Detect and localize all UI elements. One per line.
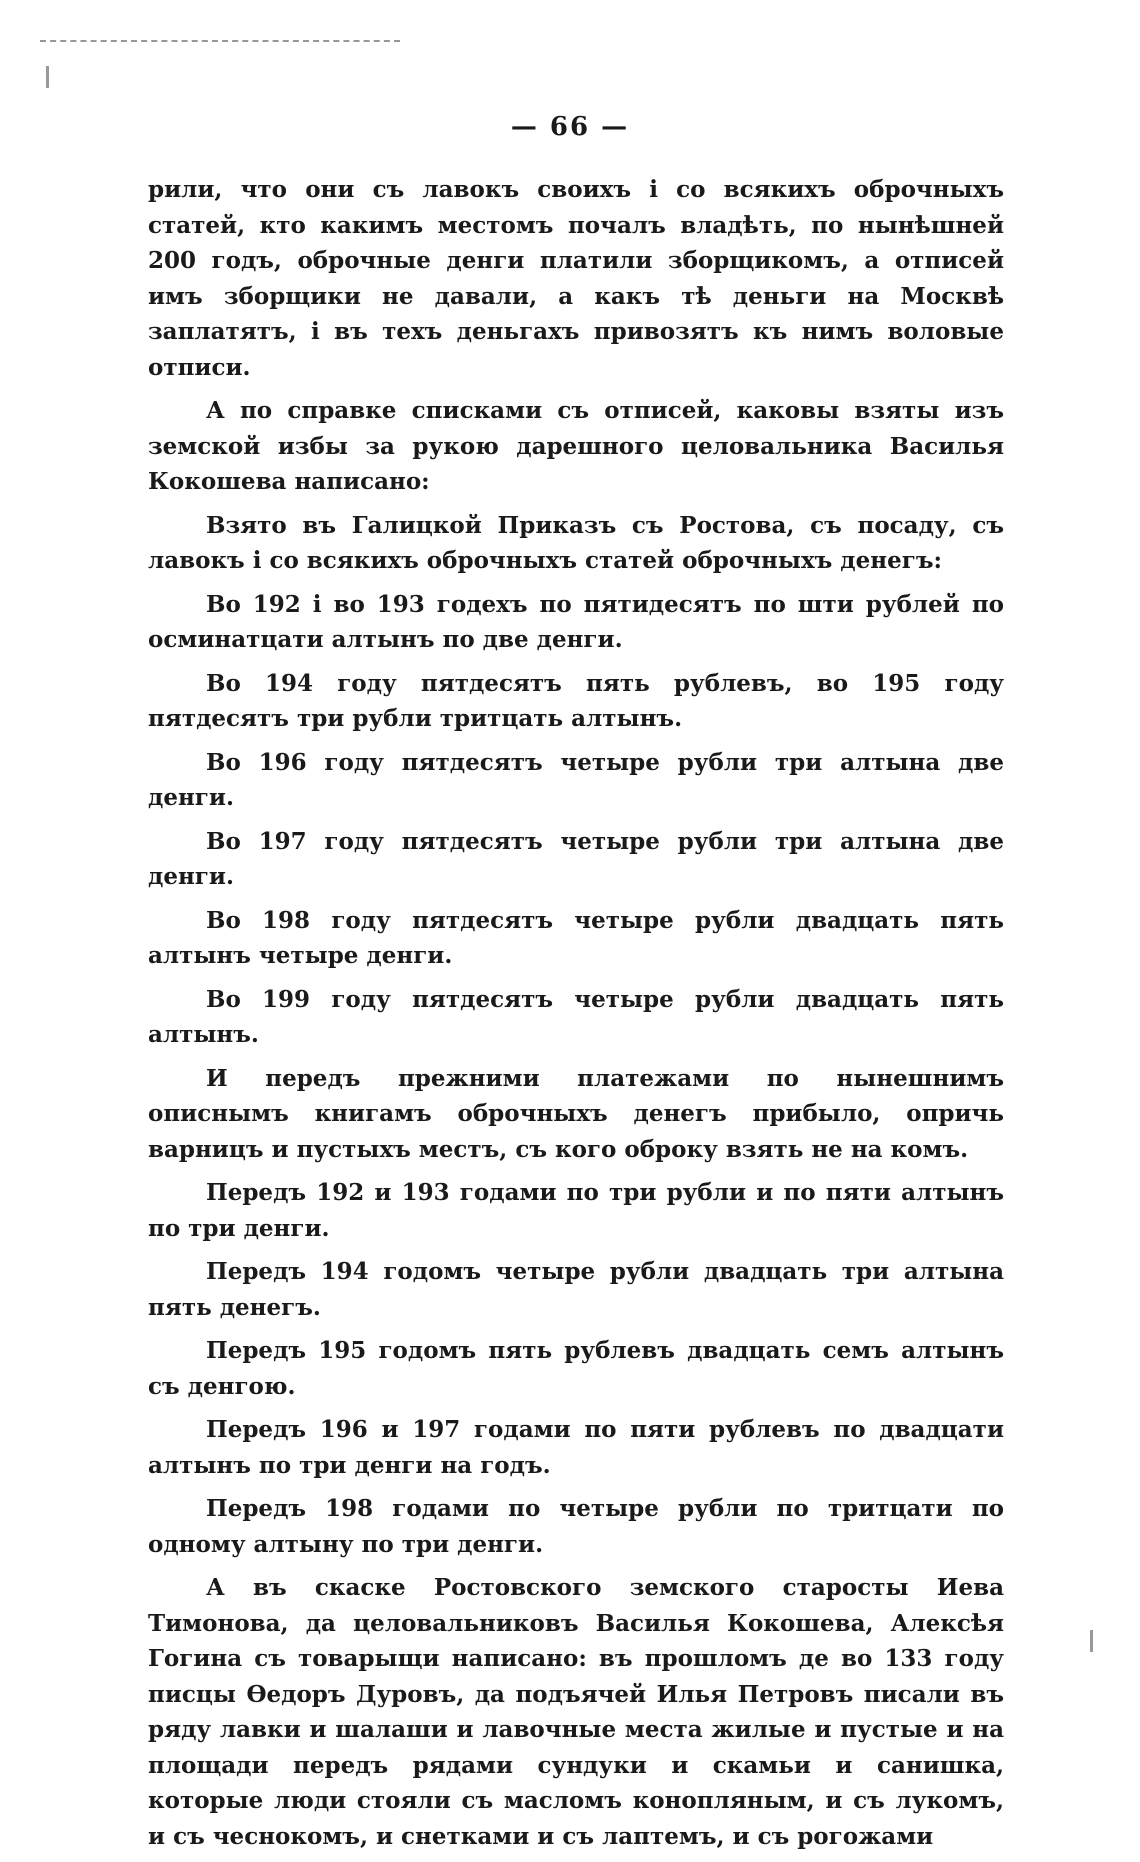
scan-edge-mark: [1090, 1630, 1093, 1652]
paragraph: Передъ 194 годомъ четыре рубли двадцать три алтына пять денегъ.: [148, 1258, 1004, 1321]
paragraph: Во 197 году пятдесятъ четыре рубли три алтына две денги.: [148, 827, 1004, 890]
paragraph: А въ скаске Ростовского земского старосты Иева Тимонова, да целовальниковъ Василья Кокошева, Алексѣя Гогина съ товарыщи написано: въ прошломъ де во 133 году писцы Ѳедоръ Дуровъ, да подъячей Илья Петровъ писали въ ряду лавки и шалаши и лавочные места жилые и пустые и на площади передъ рядами сундуки и скамьи и санишка, которые люди стояли съ масломъ конопляным, и съ лукомъ, и съ чеснокомъ, и снетками и съ лаптемъ, и съ рогожами: [148, 1574, 1004, 1850]
paragraph: рили, что они съ лавокъ своихъ і со всякихъ оброчныхъ статей, кто какимъ местомъ почалъ владѣть, по нынѣшней 200 годъ, оброчные денги платили зборщикомъ, а отписей имъ зборщики не давали, а какъ тѣ деньги на Москвѣ заплатятъ, і въ техъ деньгахъ привозятъ къ нимъ воловые отписи.: [148, 176, 1004, 381]
paragraph: А по справке списками съ отписей, каковы взяты изъ земской избы за рукою дарешного целовальника Василья Кокошева написано:: [148, 397, 1004, 495]
paragraph: Во 199 году пятдесятъ четыре рубли двадцать пять алтынъ.: [148, 985, 1004, 1048]
scan-edge-line: [40, 40, 400, 42]
paragraph: Во 194 году пятдесятъ пять рублевъ, во 195 году пятдесятъ три рубли тритцать алтынъ.: [148, 669, 1004, 732]
paragraph: Передъ 196 и 197 годами по пяти рублевъ по двадцати алтынъ по три денги на годъ.: [148, 1416, 1004, 1479]
paragraph: И передъ прежними платежами по нынешнимъ описнымъ книгамъ оброчныхъ денегъ прибыло, опричь варницъ и пустыхъ местъ, съ кого оброку взять не на комъ.: [148, 1064, 1004, 1163]
paragraph: Передъ 198 годами по четыре рубли по тритцати по одному алтыну по три денги.: [148, 1495, 1004, 1558]
paragraph: Во 192 і во 193 годехъ по пятидесятъ по шти рублей по осминатцати алтынъ по две денги.: [148, 590, 1004, 653]
paragraph: Взято въ Галицкой Приказъ съ Ростова, съ посаду, съ лавокъ і со всякихъ оброчныхъ статей оброчныхъ денегъ:: [148, 511, 1004, 574]
paragraph: Во 198 году пятдесятъ четыре рубли двадцать пять алтынъ четыре денги.: [148, 906, 1004, 969]
paragraph: Во 196 году пятдесятъ четыре рубли три алтына две денги.: [148, 748, 1004, 811]
body-text: [148, 172, 1004, 1862]
paragraph: Передъ 195 годомъ пять рублевъ двадцать семъ алтынъ съ денгою.: [148, 1337, 1004, 1400]
page-number: — 66 —: [510, 112, 630, 142]
paragraph: Передъ 192 и 193 годами по три рубли и по пяти алтынъ по три денги.: [148, 1179, 1004, 1242]
scan-edge-mark: [46, 66, 49, 88]
